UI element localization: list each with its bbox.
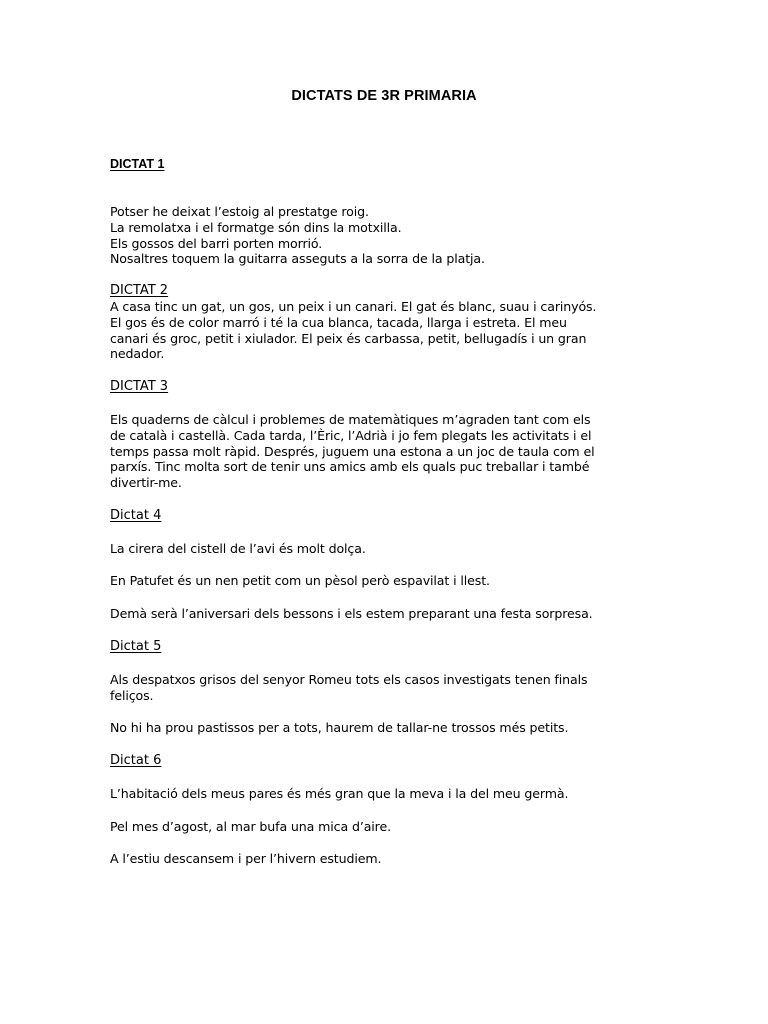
section-heading-dictat-4: Dictat 4 (110, 508, 162, 523)
text-line: El gos és de color marró i té la cua blanca, tacada, llarga i estreta. El meu (110, 314, 567, 330)
text-line: Els gossos del barri porten morrió. (110, 235, 323, 251)
text-line: feliços. (110, 687, 154, 703)
text-line: parxís. Tinc molta sort de tenir uns amics amb els quals puc treballar i també (110, 459, 590, 475)
paragraph (110, 541, 670, 557)
section-heading-dictat-5: Dictat 5 (110, 639, 162, 654)
document-title: DICTATS DE 3R PRIMARIA (291, 88, 477, 104)
text-line: La cirera del cistell de l’avi és molt dolça. (110, 541, 366, 556)
paragraph (110, 672, 670, 704)
text-line: Als despatxos grisos del senyor Romeu tots els casos investigats tenen finals (110, 672, 588, 687)
paragraph (110, 786, 670, 802)
text-line: canari és groc, petit i xiulador. El peix és carbassa, petit, bellugadís i un gran (110, 330, 587, 346)
text-line: L’habitació dels meus pares és més gran que la meva i la del meu germà. (110, 786, 569, 801)
paragraph (110, 412, 670, 491)
paragraph (110, 606, 670, 622)
text-line: A l’estiu descansem i per l’hivern estudiem. (110, 851, 382, 866)
text-line: La remolatxa i el formatge són dins la motxilla. (110, 219, 402, 235)
paragraph (110, 851, 670, 867)
paragraph (110, 573, 670, 589)
text-line: divertir-me. (110, 475, 182, 491)
paragraph (110, 720, 670, 736)
section-heading-dictat-3: DICTAT 3 (110, 379, 169, 394)
paragraph (110, 204, 670, 267)
section-heading-dictat-6: Dictat 6 (110, 753, 162, 768)
text-line: Potser he deixat l’estoig al prestatge roig. (110, 204, 369, 219)
text-line: nedador. (110, 346, 165, 362)
text-line: No hi ha prou pastissos per a tots, haurem de tallar-ne trossos més petits. (110, 720, 569, 735)
text-line: temps passa molt ràpid. Després, juguem una estona a un joc de taula com el (110, 443, 595, 459)
text-line: Pel mes d’agost, al mar bufa una mica d’aire. (110, 819, 391, 834)
text-line: Nosaltres toquem la guitarra asseguts a la sorra de la platja. (110, 251, 485, 267)
paragraph (110, 819, 670, 835)
text-line: de català i castellà. Cada tarda, l’Èric, l’Adrià i jo fem plegats les activitats i el (110, 427, 592, 443)
text-line: A casa tinc un gat, un gos, un peix i un canari. El gat és blanc, suau i carinyós. (110, 299, 597, 314)
text-line: Demà serà l’aniversari dels bessons i els estem preparant una festa sorpresa. (110, 606, 593, 621)
section-heading-dictat-1: DICTAT 1 (110, 157, 165, 171)
text-line: En Patufet és un nen petit com un pèsol però espavilat i llest. (110, 573, 490, 588)
paragraph (110, 299, 670, 362)
text-line: Els quaderns de càlcul i problemes de matemàtiques m’agraden tant com els (110, 412, 591, 427)
section-heading-dictat-2: DICTAT 2 (110, 283, 169, 298)
